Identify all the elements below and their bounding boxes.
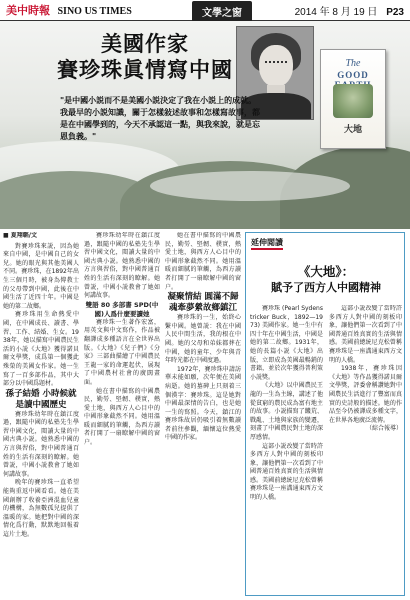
book-title-main: GOOD <box>337 70 369 80</box>
article-paragraph: 她在書中描寫的中國農民，勤勞、堅韌、樸實，熱愛土地，與西方人心目中的中國形象截然不同。她用溫暖而細膩的筆觸，為西方讀者打開了一扇瞭解中國的窗户。 <box>165 232 241 291</box>
masthead-brand <box>6 2 132 18</box>
article-column-3 <box>165 232 241 596</box>
article-title <box>50 31 240 83</box>
section-tag: 文學之窗 <box>192 1 252 22</box>
title-line-1: 美國作家 <box>101 31 189 56</box>
article-column-1 <box>3 232 79 596</box>
sidebar-paragraph: 1938年，賽珍珠因《大地》等作品獲得諾貝爾文學獎，評委會稱讚她對中國農民生活進行了豐富而真實的史詩般的描述。她的作品至今仍被譯成多種文字，在世界各地廣泛流傳。 <box>329 365 402 424</box>
article-paragraph: 賽珍珠一生著作宏富，用英文與中文寫作，作品被翻譯成多種語言在全世界出版。《大地》《兒子們》《分家》三部曲描繪了中國農民王龍一家的命運起伏，展現了中國農村社會的廣闊畫面。 <box>84 318 160 386</box>
article-paragraph: 晚年的賽珍珠一直希望能夠重返中國看看。她在美國創辦了收養亞洲混血兒童的機構，為無數孤兒提供了溫暖的家。她把對中國的深情化爲行動，默默地回報着這片土地。 <box>3 479 79 538</box>
issue-date-line <box>295 3 404 18</box>
subheading: 孫子結婚 小時候就是讀中國歷史 <box>5 388 77 410</box>
sidebar-tag: 延伸閲讀 <box>251 237 283 250</box>
article-paragraph: 她在書中描寫的中國農民，勤勞、堅韌、樸實，熱愛土地，與西方人心目中的中國形象截然不同。她用溫暖而細膩的筆觸，為西方讀者打開了一扇瞭解中國的窗户。 <box>84 387 160 447</box>
page-number: P23 <box>386 7 404 18</box>
article-paragraph: 對賽珍珠來説，因為她來自中國，是中國自己的女兒。她的眼光與其他美國人不同。賽珍珠，在1892年出生三個月時，被身為傳教士的父母帶到中國，此後在中國生活了近四十年。中國是她的第二故鄉。 <box>3 242 79 310</box>
article-paragraph: 賽珍珠幼年時在鎮江度過，跟隨中國的私塾先生學習中國文化，閲讀大量的中國古典小説。她熟悉中國的方言與習俗，對中國普通百姓的生活有深刻的瞭解。她曾説，中國小説教會了她如何講故事。 <box>3 410 79 478</box>
book-cover-image <box>320 49 386 149</box>
sidebar-paragraph: 這部小説改變了當時許多西方人對中國的刻板印象，讓他們第一次看到了中國普通百姓真實的生活與情感。美國前總統尼克松曾稱賽珍珠是一座溝通東西方文明的人橋。 <box>250 442 323 502</box>
brand-name: 美中時報 <box>6 4 50 17</box>
sidebar-paragraph: 賽珍珠 (Pearl Sydenstricker Buck，1892—1973) 美國作家。她一生中有四十年在中國生活，中國是她的第二故鄉。1931年，她的長篇小説《大地》出版，立即成為美國最暢銷的書籍，並於次年獲得普利策小説獎。 <box>250 305 323 381</box>
subheading: 凝聚情結 圓滿不歸 魂牽夢縈故鄉鎮江 <box>167 292 239 314</box>
issue-date: 2014 年 8 月 19 日 <box>294 7 378 18</box>
article-paragraph: 賽珍珠幼年時在鎮江度過，跟隨中國的私塾先生學習中國文化，閲讀大量的中國古典小説。她熟悉中國的方言與習俗，對中國普通百姓的生活有深刻的瞭解。她曾説，中國小説教會了她如何講故事。 <box>84 232 160 300</box>
sidebar-column-2 <box>329 305 402 593</box>
sidebar-title-line-1: 《大地》： <box>297 264 355 279</box>
article-paragraph: 1972年，賽珍珠申請訪華未能如願，次年便在美國病逝。她的墓碑上只刻着三個漢字：賽珍珠。這是她對中國最深情的告白，也是她一生的寫照。今天，鎮江的賽珍珠故居仍吸引着無數讀者前往參觀，緬懷這位熱愛中國的作家。 <box>165 365 241 442</box>
sidebar-body <box>250 305 402 593</box>
article-paragraph: 賽珍珠的一生，始終心繫中國。她曾説：我在中國人民中間生活，我的根在中國。她的父母和弟妹都葬在中國，她的童年、少年與青年時光都在中國度過。 <box>165 314 241 365</box>
sidebar-paragraph: 這部小説改變了當時許多西方人對中國的刻板印象，讓他們第一次看到了中國普通百姓真實的生活與情感。美國前總統尼克松曾稱賽珍珠是一座溝通東西方文明的人橋。 <box>329 305 402 364</box>
masthead <box>0 0 410 21</box>
article-column-2 <box>84 232 160 596</box>
sidebar-paragraph: 《大地》以中國農民王龍的一生為主線，講述了他從貧窮的農民成為富有地主的故事。小説描寫了饑荒、戰亂、土地與家族的變遷，刻畫了中國農民對土地的深厚感情。 <box>250 382 323 441</box>
hero-banner <box>0 21 410 229</box>
byline: ■ 夏翔韜/文 <box>3 232 37 239</box>
sidebar-title-line-2: 賦予了西方人中國精神 <box>271 281 381 294</box>
sidebar-column-1 <box>250 305 323 593</box>
sidebar-box <box>245 232 405 596</box>
article-paragraph: 賽珍珠用生命熱愛中國，在中國成長、讀書、學習、工作、結婚、生女。1938年，她以描寫中國農民生活的小説《大地》獲得諾貝爾文學獎，成爲第一個獲此殊榮的美國女作家。她一生寫了一百多部作品，其中大部分以中國爲題材。 <box>3 311 79 388</box>
brand-name-en: SINO US TIMES <box>57 6 132 17</box>
book-title-top: The <box>345 58 361 69</box>
book-title-cn: 大地 <box>343 125 362 135</box>
sidebar-signature: （綜合報導） <box>365 425 402 433</box>
pull-quote: "是中國小説而不是美國小説決定了我在小説上的成就。我最早的小説知識，關于怎樣敍述故事和怎樣寫故事，都是在中國學到的，今天不承認這一點，與我來說，就是忘恩負義。" <box>60 96 260 141</box>
subheading: 雙語 80 多部書 SPD(中國)人爲什麼要讀她 <box>85 300 159 318</box>
article-body <box>3 232 241 596</box>
title-line-2: 賽珍珠眞情寫中國 <box>57 57 233 82</box>
sidebar-title <box>246 263 406 296</box>
